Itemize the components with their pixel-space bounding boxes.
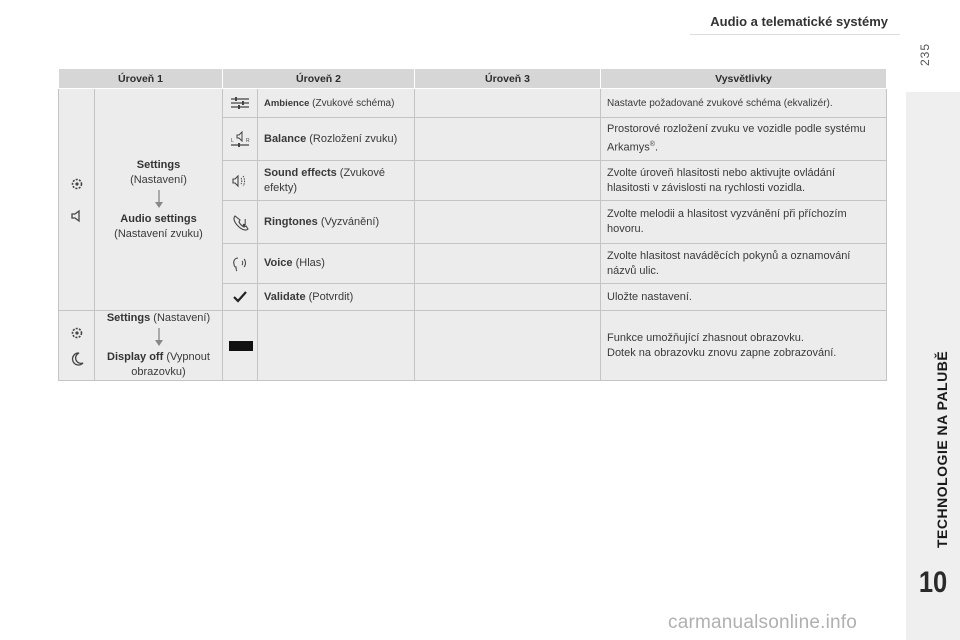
level3-empty [415, 161, 601, 201]
level2-icon-cell [223, 161, 258, 201]
chapter-title: TECHNOLOGIE NA PALUBĚ [934, 350, 950, 548]
level3-empty [415, 244, 601, 284]
level2-validate [258, 284, 415, 311]
explanation-text: Prostorové rozložení zvuku ve vozidle podle systému Arkamys [607, 123, 866, 154]
gear-icon [69, 176, 85, 192]
table-header-row [59, 69, 887, 89]
explanation-line-2: Dotek na obrazovku znovu zapne zobrazování. [607, 346, 837, 359]
level2-icon-cell [223, 244, 258, 284]
validate-sub: (Potvrdit) [305, 290, 354, 303]
validate-label: Validate [264, 290, 306, 303]
gear-icon [69, 325, 85, 341]
explanation-voice [601, 244, 887, 284]
level2-ringtones [258, 201, 415, 244]
header-level2: Úroveň 2 [223, 69, 415, 89]
level3-empty [415, 118, 601, 161]
registered-mark: ® [649, 141, 655, 149]
explanation-display-off [601, 311, 887, 381]
sound-effects-label: Sound effects [264, 166, 337, 179]
voice-icon [229, 255, 251, 273]
header-level3: Úroveň 3 [415, 69, 601, 89]
explanation-text: Nastavte požadované zvukové schéma (ekvalizér). [607, 97, 833, 109]
explanation-line-1: Funkce umožňující zhasnout obrazovku. [607, 331, 804, 344]
header-title: Audio a telematické systémy [710, 14, 888, 29]
level1-icons-audio [59, 89, 95, 311]
level2-ambience [258, 89, 415, 118]
table-row [59, 311, 887, 381]
settings-menu-table [58, 68, 887, 381]
level2-balance [258, 118, 415, 161]
ambience-label: Ambience [264, 97, 310, 109]
voice-label: Voice [264, 257, 293, 269]
explanation-text: Uložte nastavení. [607, 290, 692, 303]
explanation-ambience [601, 89, 887, 118]
watermark: carmanualsonline.info [668, 612, 858, 633]
level1-audio-label: Audio settings [120, 212, 197, 225]
level1-settings-sub: (Nastavení) [130, 173, 187, 186]
sound-effects-icon [229, 173, 251, 189]
header-level1: Úroveň 1 [59, 69, 223, 89]
level2-icon-cell [223, 284, 258, 311]
balance-sub: (Rozložení zvuku) [306, 132, 398, 145]
svg-text:R: R [246, 138, 250, 144]
level1-display-off [95, 311, 223, 381]
level2-icon-cell [223, 89, 258, 118]
level2-empty [258, 311, 415, 381]
balance-label: Balance [264, 132, 307, 145]
level1-settings-label: Settings [106, 312, 151, 324]
checkmark-icon [229, 291, 251, 303]
level1-settings-label: Settings [136, 158, 181, 171]
page-number: 235 [918, 42, 932, 66]
level1-icons-display [59, 311, 95, 381]
black-screen-icon [229, 341, 253, 351]
explanation-text: Zvolte úroveň hlasitosti nebo aktivujte ovládání hlasitosti v závislosti na rychlosti vozidla. [607, 166, 836, 194]
moon-icon [69, 351, 85, 367]
ringtones-sub: (Vyzvánění) [317, 215, 380, 228]
chapter-side-panel [906, 92, 960, 640]
explanation-balance [601, 118, 887, 161]
explanation-period: . [654, 141, 659, 154]
level2-voice [258, 244, 415, 284]
svg-text:L: L [231, 138, 234, 144]
sound-effects-sub: (Zvukové efekty) [264, 166, 386, 194]
explanation-ringtones [601, 201, 887, 244]
ambience-sub: (Zvukové schéma) [309, 97, 395, 109]
equalizer-icon [229, 96, 251, 110]
arrow-down-icon [101, 190, 216, 210]
level1-settings-sub: (Nastavení) [150, 312, 211, 324]
level3-empty [415, 284, 601, 311]
balance-icon [229, 130, 251, 148]
level2-icon-cell [223, 311, 258, 381]
explanation-text: Zvolte hlasitost naváděcích pokynů a oznamování názvů ulic. [607, 249, 851, 277]
level1-display-sub: (Vypnout obrazovku) [131, 351, 210, 378]
speaker-icon [69, 208, 85, 224]
header-divider [690, 34, 900, 35]
explanation-sound-effects [601, 161, 887, 201]
level2-sound-effects [258, 161, 415, 201]
level1-display-label: Display off [107, 351, 164, 363]
level3-empty [415, 311, 601, 381]
level2-icon-cell [223, 201, 258, 244]
ringtone-icon [229, 213, 251, 231]
chapter-number: 10 [918, 566, 948, 599]
arrow-down-icon [101, 328, 216, 348]
level3-empty [415, 201, 601, 244]
explanation-text: Zvolte melodii a hlasitost vyzvánění při příchozím hovoru. [607, 208, 847, 235]
level3-empty [415, 89, 601, 118]
level1-audio-settings [95, 89, 223, 311]
voice-sub: (Hlas) [292, 257, 325, 269]
ringtones-label: Ringtones [264, 215, 318, 228]
level2-icon-cell [223, 118, 258, 161]
level1-audio-sub: (Nastavení zvuku) [114, 227, 203, 240]
explanation-validate [601, 284, 887, 311]
header-explanation: Vysvětlivky [601, 69, 887, 89]
table-row [59, 89, 887, 118]
